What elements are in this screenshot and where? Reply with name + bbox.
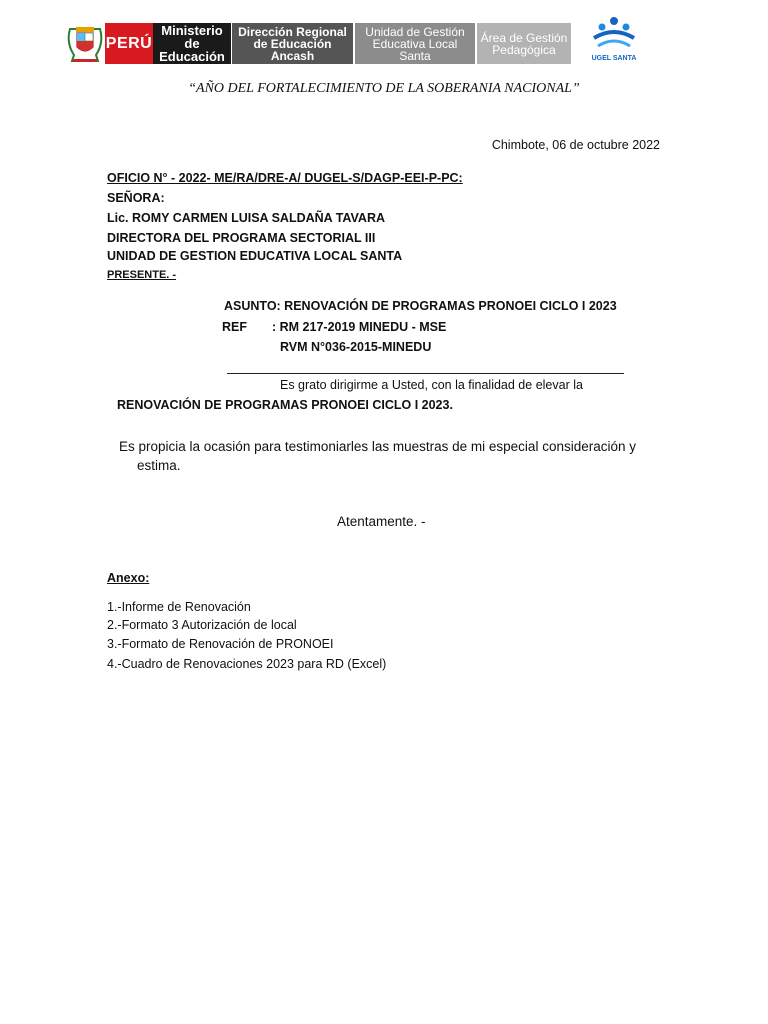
agp-line-2: Pedagógica (492, 42, 556, 57)
anexo-item: 2.-Formato 3 Autorización de local (107, 618, 297, 632)
ref-line-2: RVM N°036-2015-MINEDU (280, 340, 432, 354)
separator-line (227, 373, 624, 374)
ministerio-line-1: Ministerio (161, 23, 223, 38)
ugel-santa-logo (588, 16, 640, 62)
body-paragraph-2b: estima. (137, 458, 181, 473)
drea-banner (232, 23, 353, 64)
body-paragraph-2a: Es propicia la ocasión para testimoniarles las muestras de mi especial consideración y (119, 439, 636, 454)
recipient-title: SEÑORA: (107, 191, 165, 205)
ugel-logo-text: UGEL SANTA (591, 55, 637, 62)
ugel-line-1: Unidad de Gestión (365, 24, 465, 39)
ugel-banner (355, 23, 475, 64)
ministerio-educacion-banner (153, 23, 231, 64)
presente-label: PRESENTE. - (107, 269, 177, 281)
recipient-office: UNIDAD DE GESTION EDUCATIVA LOCAL SANTA (107, 249, 403, 263)
body-paragraph-1b: RENOVACIÓN DE PROGRAMAS PRONOEI CICLO I 2023. (117, 398, 453, 412)
peru-label: PERÚ (105, 34, 153, 52)
agp-banner (477, 23, 571, 64)
ref-line-1: : RM 217-2019 MINEDU - MSE (272, 320, 447, 334)
ugel-line-2: Educativa Local (372, 36, 458, 51)
ministerio-line-3: Educación (159, 49, 225, 64)
recipient-name: Lic. ROMY CARMEN LUISA SALDAÑA TAVARA (107, 211, 386, 225)
drea-line-1: Dirección Regional (238, 24, 347, 39)
drea-line-2: de Educación (253, 36, 332, 51)
ref-label: REF (222, 320, 247, 334)
drea-line-3: Ancash (270, 48, 315, 63)
ministerio-line-2: de (184, 36, 200, 51)
asunto-line: ASUNTO: RENOVACIÓN DE PROGRAMAS PRONOEI CICLO I 2023 (224, 299, 617, 313)
recipient-position: DIRECTORA DEL PROGRAMA SECTORIAL III (107, 231, 376, 245)
ugel-people-icon (588, 16, 640, 50)
closing: Atentamente. - (337, 514, 426, 529)
year-motto: “AÑO DEL FORTALECIMIENTO DE LA SOBERANIA NACIONAL” (188, 81, 580, 96)
peru-coat-of-arms (64, 21, 106, 65)
anexo-item: 3.-Formato de Renovación de PRONOEI (107, 637, 334, 651)
oficio-number: OFICIO N° - 2022- ME/RA/DRE-A/ DUGEL-S/DAGP-EEI-P-PC: (107, 171, 463, 185)
ugel-line-3: Santa (399, 48, 431, 63)
place-date: Chimbote, 06 de octubre 2022 (491, 138, 660, 152)
anexo-title: Anexo: (107, 571, 150, 585)
anexo-item: 4.-Cuadro de Renovaciones 2023 para RD (Excel) (107, 657, 387, 671)
peru-banner (105, 23, 153, 64)
anexo-item: 1.-Informe de Renovación (107, 600, 251, 614)
body-paragraph-1a: Es grato dirigirme a Usted, con la finalidad de elevar la (280, 378, 583, 392)
agp-line-1: Área de Gestión (480, 30, 568, 45)
